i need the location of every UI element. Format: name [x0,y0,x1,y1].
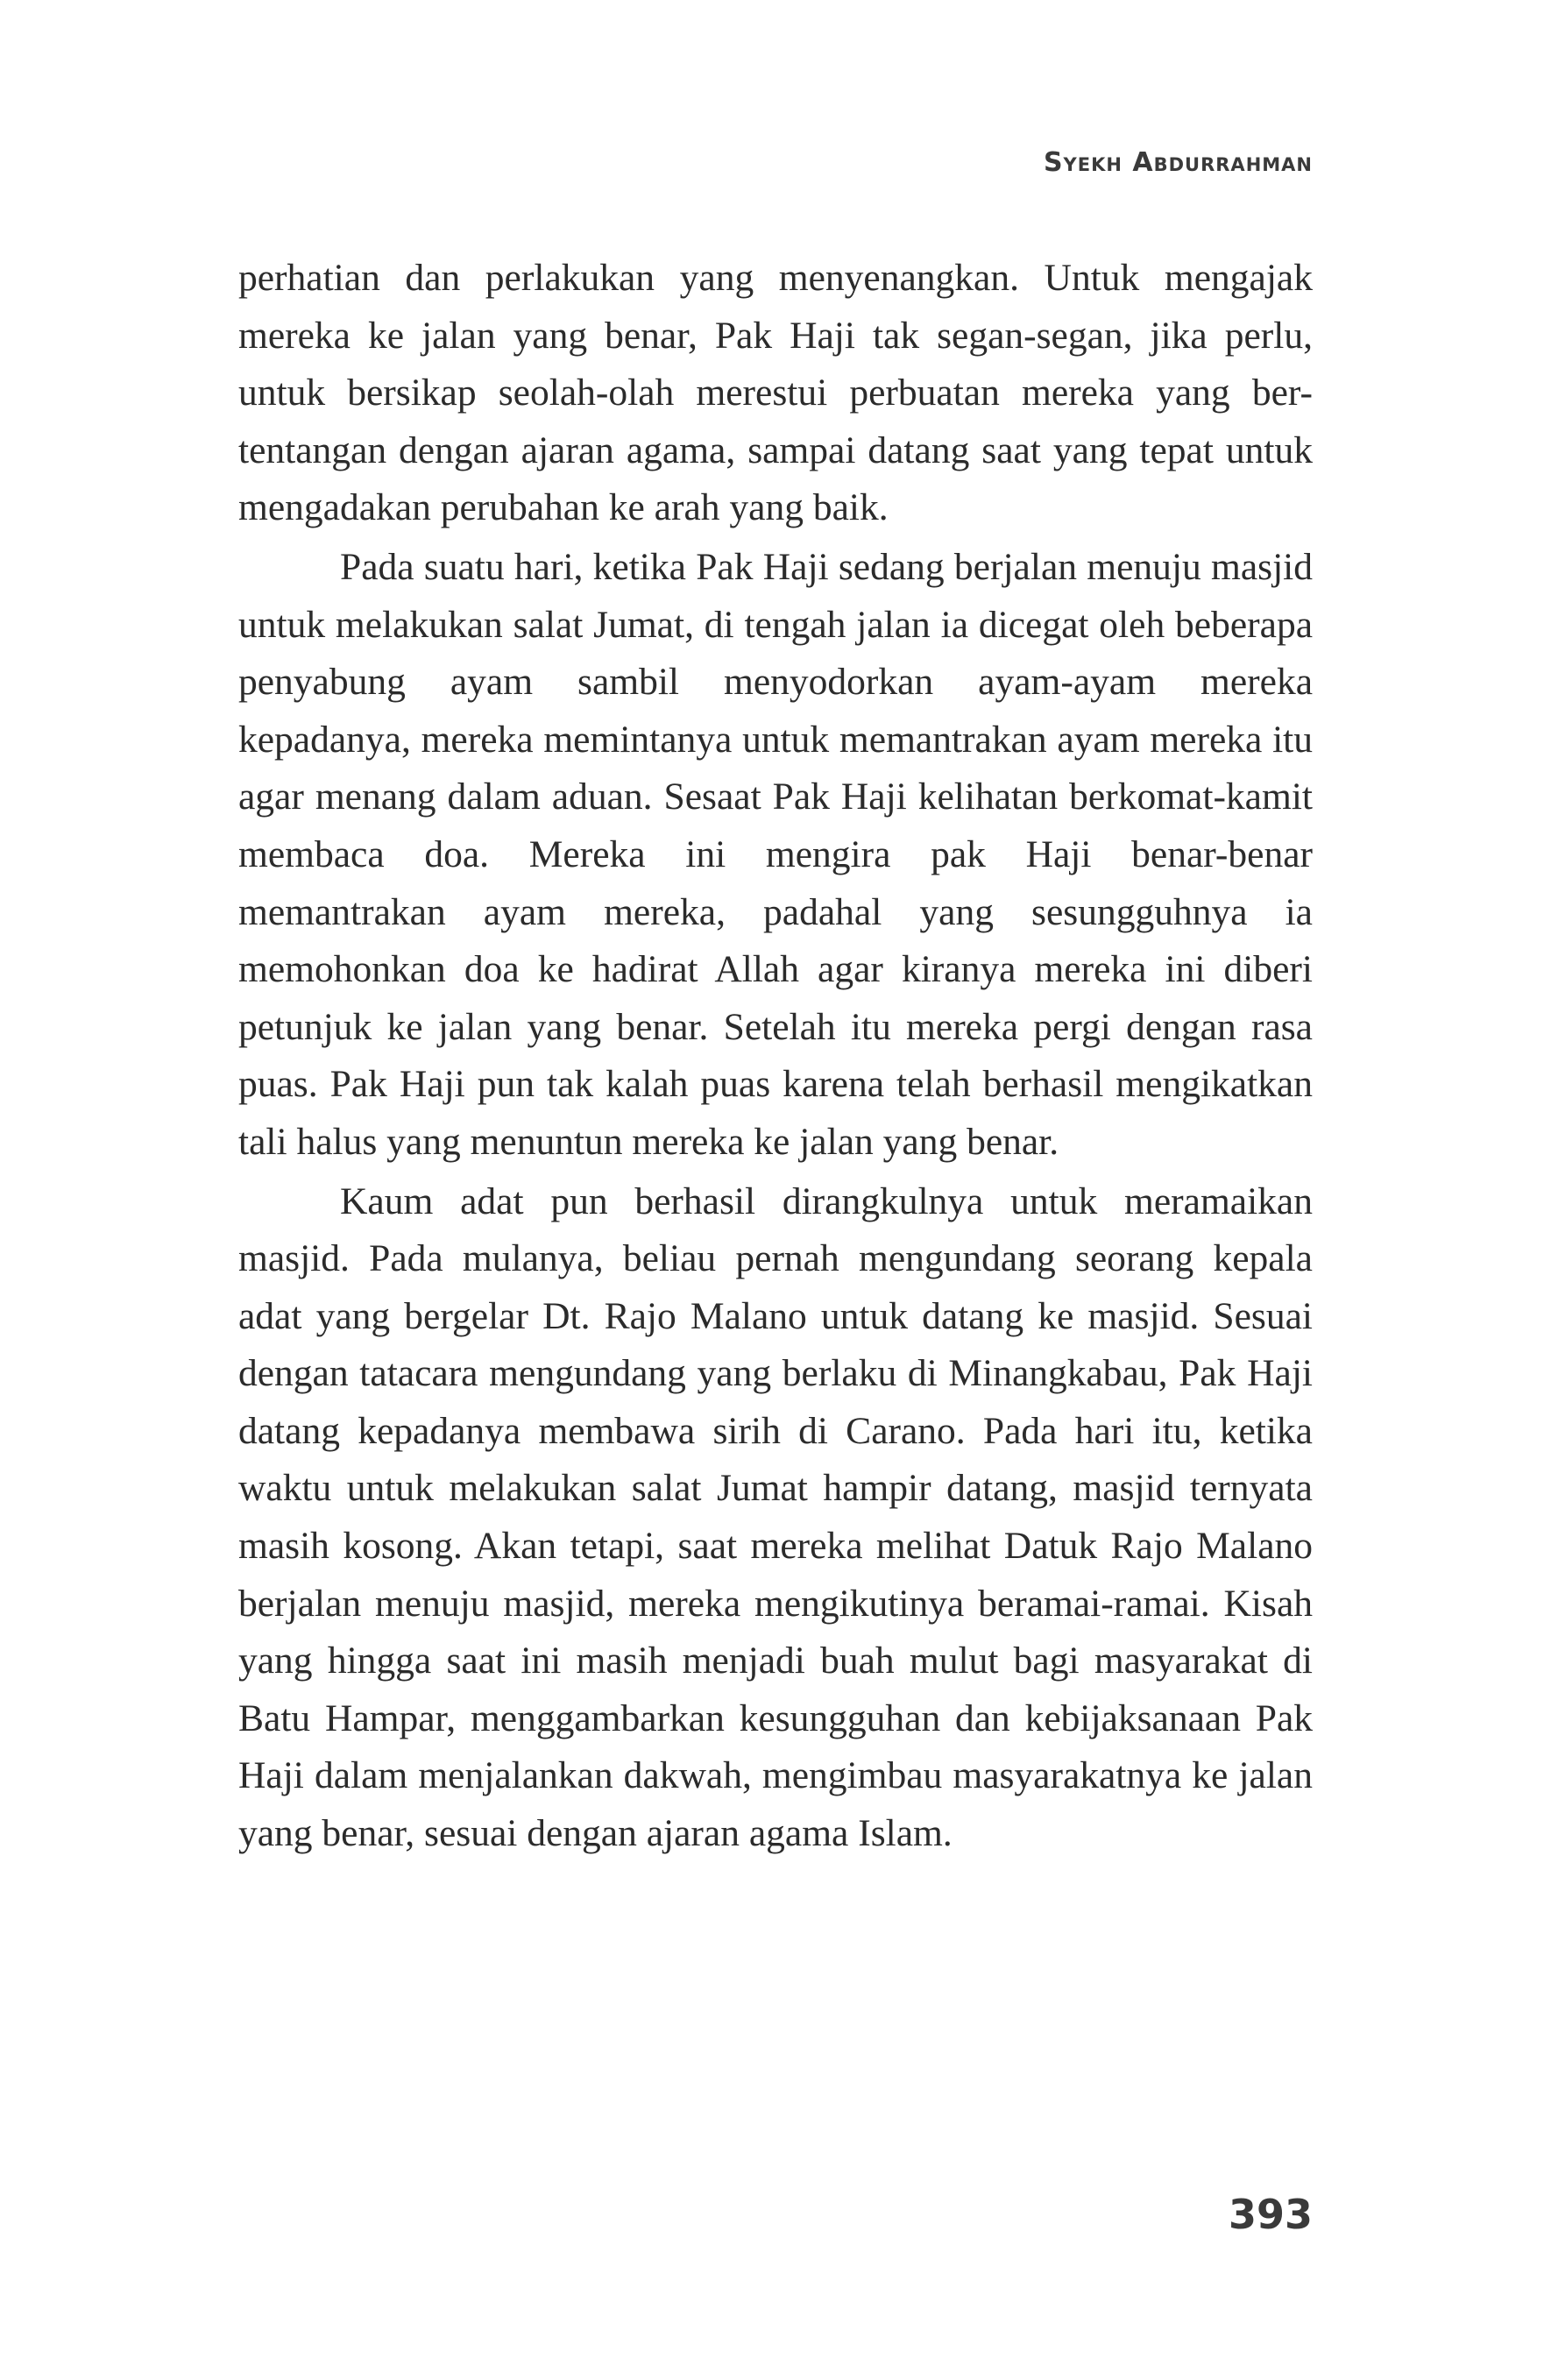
page-number: 393 [1228,2191,1313,2238]
running-header: Syekh Abdurrahman [1043,147,1313,178]
paragraph-continued: perhatian dan perlakukan yang menyenangkan. Untuk mengajak mereka ke jalan yang benar, Pak Haji tak segan-segan, jika perlu, untuk bersikap seolah-olah merestui perbuatan mereka yang ber-tentangan dengan ajaran agama, sampai datang saat yang tepat untuk mengadakan perubahan ke arah yang baik. [238,257,1313,529]
paragraph-cockfighters-story: Pada suatu hari, ketika Pak Haji sedang berjalan menuju masjid untuk melakukan salat Jumat, di tengah jalan ia dicegat oleh beberapa penyabung ayam sambil menyodorkan ayam-ayam mereka kepadanya, mereka memintanya untuk memantrakan ayam mereka itu agar menang dalam aduan. Sesaat Pak Haji kelihatan berkomat-kamit membaca doa. Mereka ini mengira pak Haji benar-benar memantrakan ayam mereka, padahal yang sesungguhnya ia memohonkan doa ke hadirat Allah agar kiranya mereka ini diberi petunjuk ke jalan yang benar. Setelah itu mereka pergi dengan rasa puas. Pak Haji pun tak kalah puas karena telah berhasil mengikatkan tali halus yang menuntun mereka ke jalan yang benar. [238,545,1313,1163]
body-text [238,250,1313,1863]
paragraph-adat-leaders: Kaum adat pun berhasil dirangkulnya untuk meramaikan masjid. Pada mulanya, beliau pernah mengundang seorang kepala adat yang bergelar Dt. Rajo Malano untuk datang ke masjid. Sesuai dengan tatacara mengundang yang berlaku di Minangkabau, Pak Haji datang kepadanya membawa sirih di Carano. Pada hari itu, ketika waktu untuk melakukan salat Jumat hampir datang, masjid ternyata masih kosong. Akan tetapi, saat mereka melihat Datuk Rajo Malano berjalan menuju masjid, mereka mengikutinya beramai-ramai. Kisah yang hingga saat ini masih menjadi buah mulut bagi masyarakat di Batu Hampar, menggambarkan kesungguhan dan kebijaksanaan Pak Haji dalam menjalankan dakwah, mengimbau masyarakatnya ke jalan yang benar, sesuai dengan ajaran agama Islam. [238,1179,1313,1855]
